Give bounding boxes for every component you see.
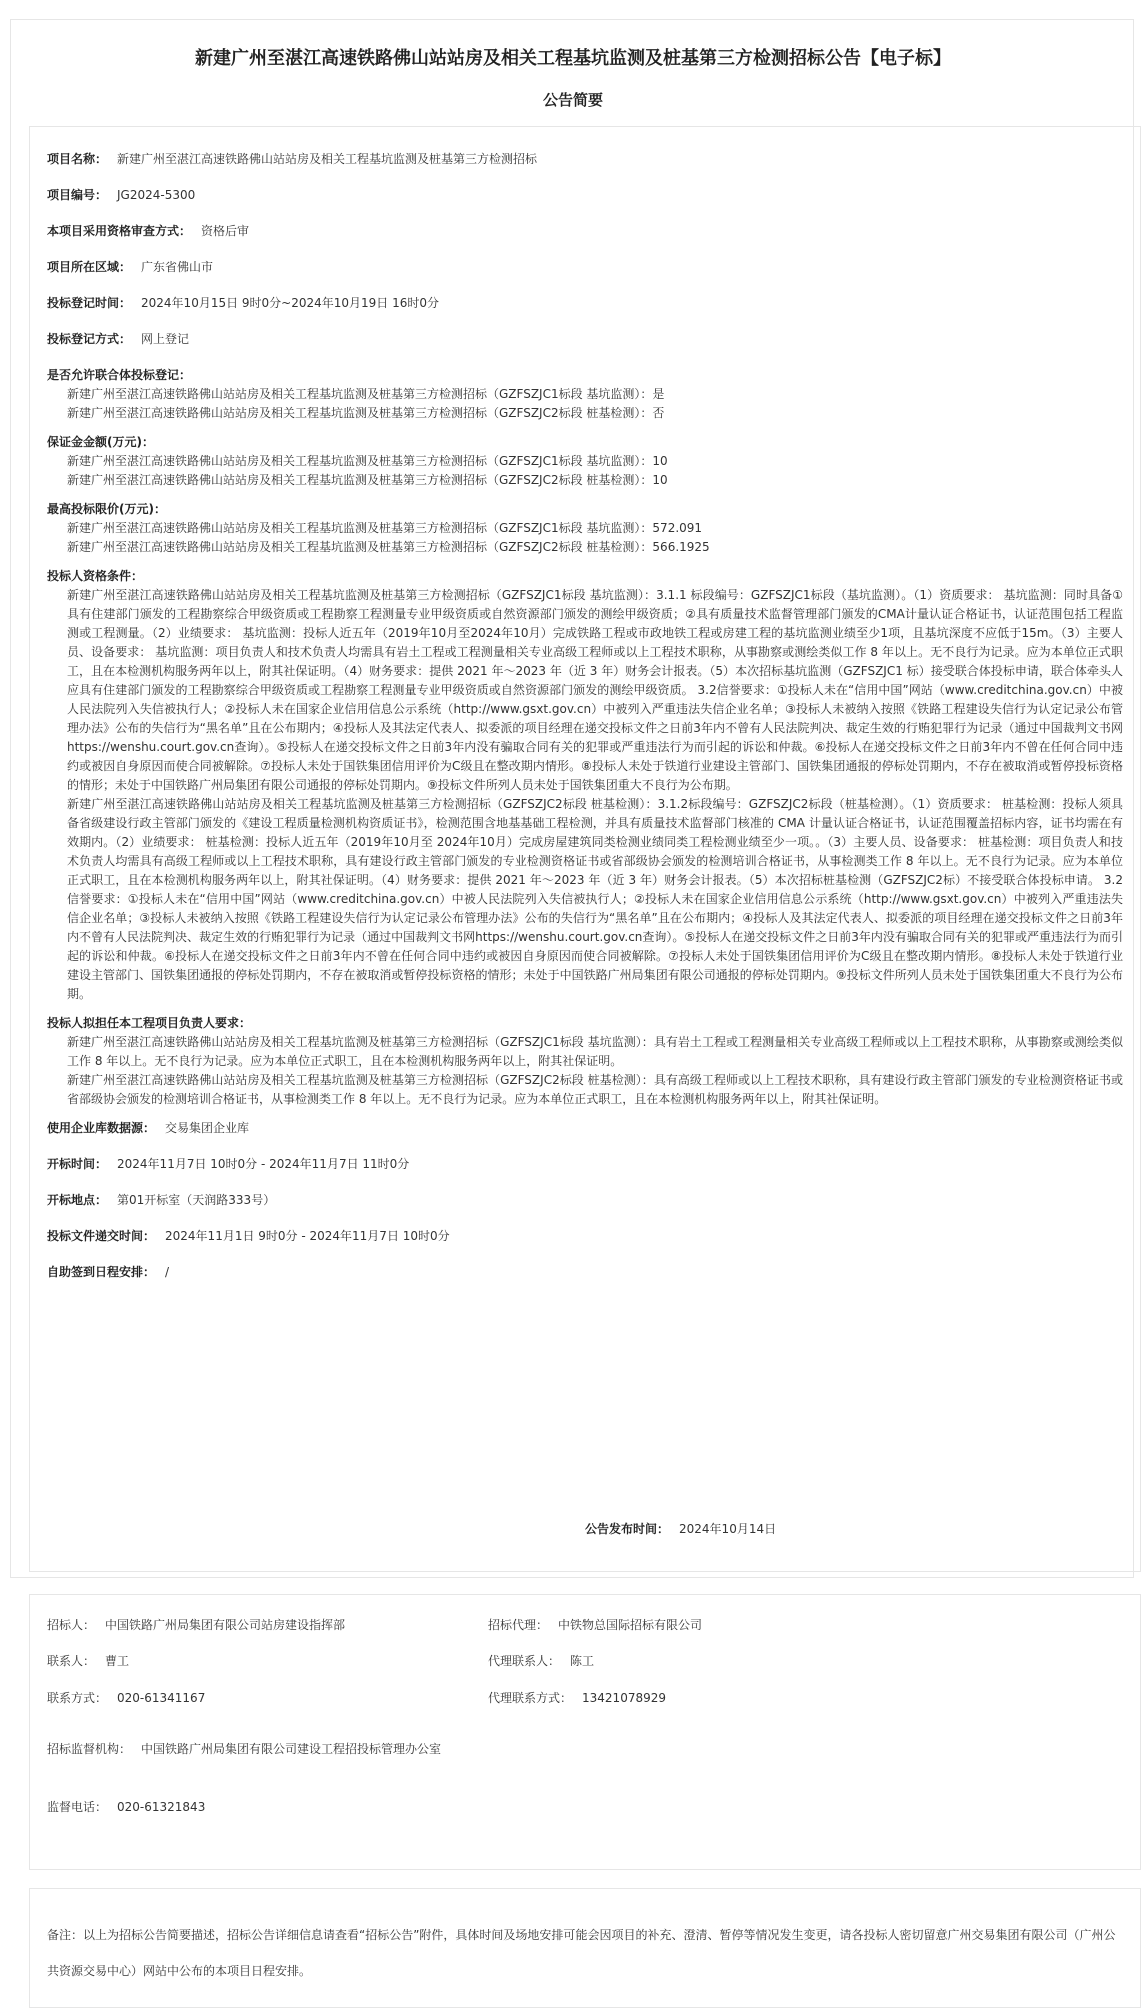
field-value: 13421078929	[582, 1691, 666, 1705]
field-label: 联系方式：	[47, 1691, 108, 1705]
field-label: 投标人拟担任本工程项目负责人要求：	[47, 1016, 252, 1030]
field-label: 投标登记方式：	[47, 332, 132, 346]
contacts-panel	[29, 1594, 1141, 1870]
contact-phone	[47, 1689, 205, 1708]
field-project-manager	[47, 1014, 1123, 1109]
field-max-price	[47, 500, 1123, 557]
field-label: 项目所在区域：	[47, 260, 132, 274]
field-project-name	[47, 150, 1123, 169]
contact-supervisor-phone	[47, 1798, 205, 1817]
list-item: 新建广州至湛江高速铁路佛山站站房及相关工程基坑监测及桩基第三方检测招标（GZFSZJC1标段 基坑监测）：572.091	[67, 521, 703, 535]
field-value: 第01开标室（天润路333号）	[117, 1193, 276, 1207]
qualification-paragraph-1: 新建广州至湛江高速铁路佛山站站房及相关工程基坑监测及桩基第三方检测招标（GZFSZJC1标段 基坑监测）：3.1.1 标段编号：GZFSZJC1标段（基坑监测）。（1）资质要求： 基坑监测：同时具备①具有住建部门颁发的工程勘察综合甲级资质或工程勘察工程测量专业甲级资质或自然资源部门颁发的测绘甲级资质；②具有质量技术监督管理部门颁发的CMA计量认证合格证书，认证范围包括工程监测或工程测量。（2）业绩要求： 基坑监测：投标人近五年（2019年10月至2024年10月）完成铁路工程或市政地铁工程或房建工程的基坑监测业绩至少1项，且基坑深度不应低于15m。（3）主要人员、设备要求： 基坑监测：项目负责人和技术负责人均需具有岩土工程或工程测量相关专业高级工程师或以上工程技术职称，从事勘察或测绘类似工作 8 年以上。无不良行为记录。应为本单位正式职工，且在本检测机构服务两年以上，附其社保证明。（4）财务要求：提供 2021 年～2023 年（近 3 年）财务会计报表。（5）本次招标基坑监测（GZFSZJC1 标）接受联合体投标申请，联合体牵头人应具有住建部门颁发的工程勘察综合甲级资质或工程勘察工程测量专业甲级资质或自然资源部门颁发的测绘甲级资质。 3.2信誉要求：①投标人未在“信用中国”网站（www.creditchina.gov.cn）中被人民法院列入失信被执行人；②投标人未在国家企业信用信息公示系统（http://www.gsxt.gov.cn）中被列入严重违法失信企业名单；③投标人未被纳入按照《铁路工程建设失信行为认定记录公布管理办法》公布的失信行为“黑名单”且在公布期内；④投标人及其法定代表人、拟委派的项目经理在递交投标文件之日前3年内不曾有人民法院判决、裁定生效的行贿犯罪行为记录（通过中国裁判文书网https://wenshu.court.gov.cn查询）。⑤投标人在递交投标文件之日前3年内没有骗取合同有关的犯罪或严重违法行为而引起的诉讼和仲裁。⑥投标人在递交投标文件之日前3年内不曾在任何合同中违约或被因自身原因而使合同被解除。⑦投标人未处于国铁集团信用评价为C级且在整改期内情形。⑧投标人未处于铁道行业建设主管部门、国铁集团通报的停标处罚期内，不存在被取消或暂停投标资格的情形；未处于中国铁路广州局集团有限公司通报的停标处罚期内。⑨投标文件所列人员未处于国铁集团重大不良行为公布期。	[67, 588, 1123, 792]
field-value: 曹工	[105, 1654, 130, 1668]
field-value: 2024年10月14日	[679, 1522, 777, 1536]
contact-agent-phone	[488, 1689, 666, 1708]
field-open-time	[47, 1155, 1123, 1174]
publish-time	[585, 1520, 776, 1539]
field-value: 广东省佛山市	[141, 260, 214, 274]
field-label: 招标代理：	[488, 1618, 549, 1632]
field-label: 招标监督机构：	[47, 1742, 132, 1756]
field-label: 项目名称：	[47, 152, 108, 166]
field-open-place	[47, 1191, 1123, 1210]
field-value: 2024年10月15日 9时0分~2024年10月19日 16时0分	[141, 296, 440, 310]
field-label: 是否允许联合体投标登记：	[47, 368, 192, 382]
field-label: 自助签到日程安排：	[47, 1265, 156, 1279]
field-label: 监督电话：	[47, 1800, 108, 1814]
field-value: 2024年11月7日 10时0分 - 2024年11月7日 11时0分	[117, 1157, 410, 1171]
list-item: 新建广州至湛江高速铁路佛山站站房及相关工程基坑监测及桩基第三方检测招标（GZFSZJC2标段 桩基检测）：566.1925	[67, 540, 710, 554]
page-subtitle: 公告简要	[542, 91, 603, 109]
field-value: 中国铁路广州局集团有限公司建设工程招投标管理办公室	[141, 1742, 442, 1756]
field-label: 使用企业库数据源：	[47, 1121, 156, 1135]
field-label: 开标地点：	[47, 1193, 108, 1207]
qualification-paragraph-2: 新建广州至湛江高速铁路佛山站站房及相关工程基坑监测及桩基第三方检测招标（GZFSZJC2标段 桩基检测）：3.1.2标段编号：GZFSZJC2标段（桩基检测）。（1）资质要求： 桩基检测：投标人须具备省级建设行政主管部门颁发的《建设工程质量检测机构资质证书》，检测范围含地基基础工程检测，并具有质量技术监督部门核准的 CMA 计量认证合格证书，认证范围覆盖招标内容，证书均需在有效期内。（2）业绩要求： 桩基检测：投标人近五年（2019年10月至 2024年10月）完成房屋建筑同类检测业绩同类工程检测业绩至少一项。。（3）主要人员、设备要求： 桩基检测：项目负责人和技术负责人均需具有高级工程师或以上工程技术职称，具有建设行政主管部门颁发的专业检测资格证书或省部级协会颁发的检测培训合格证书，从事检测类工作 8 年以上。无不良行为记录。应为本单位正式职工，且在本检测机构服务两年以上，附其社保证明。（4）财务要求：提供 2021 年～2023 年（近 3 年）财务会计报表。（5）本次招标桩基检测（GZFSZJC2标）不接受联合体投标申请。 3.2信誉要求：①投标人未在“信用中国”网站（www.creditchina.gov.cn）中被人民法院列入失信被执行人；②投标人未在国家企业信用信息公示系统（http://www.gsxt.gov.cn）中被列入严重违法失信企业名单；③投标人未被纳入按照《铁路工程建设失信行为认定记录公布管理办法》公布的失信行为“黑名单”且在公布期内；④投标人及其法定代表人、拟委派的项目经理在递交投标文件之日前3年内不曾有人民法院判决、裁定生效的行贿犯罪行为记录（通过中国裁判文书网https://wenshu.court.gov.cn查询）。⑤投标人在递交投标文件之日前3年内没有骗取合同有关的犯罪或严重违法行为而引起的诉讼和仲裁。⑥投标人在递交投标文件之日前3年内不曾在任何合同中违约或被因自身原因而使合同被解除。⑦投标人未处于国铁集团信用评价为C级且在整改期内情形。⑧投标人未处于铁道行业建设主管部门、国铁集团通报的停标处罚期内，不存在被取消或暂停投标资格的情形；未处于中国铁路广州局集团有限公司通报的停标处罚期内。⑨投标文件所列人员未处于国铁集团重大不良行为公布期。	[67, 797, 1123, 1001]
field-reg-time	[47, 294, 1123, 313]
field-value: 2024年11月1日 9时0分 - 2024年11月7日 10时0分	[165, 1229, 450, 1243]
field-label: 保证金金额(万元)：	[47, 435, 154, 449]
list-item: 新建广州至湛江高速铁路佛山站站房及相关工程基坑监测及桩基第三方检测招标（GZFSZJC1标段 基坑监测）：是	[67, 387, 665, 401]
field-deposit	[47, 433, 1123, 490]
field-label: 投标文件递交时间：	[47, 1229, 156, 1243]
field-label: 代理联系方式：	[488, 1691, 573, 1705]
field-value: 中国铁路广州局集团有限公司站房建设指挥部	[105, 1618, 346, 1632]
contact-tenderer	[47, 1616, 345, 1635]
contact-agent-person	[488, 1652, 594, 1671]
page-title: 新建广州至湛江高速铁路佛山站站房及相关工程基坑监测及桩基第三方检测招标公告【电子标】	[195, 48, 951, 69]
field-label: 本项目采用资格审查方式：	[47, 224, 192, 238]
field-value: 020-61321843	[117, 1800, 206, 1814]
list-item: 新建广州至湛江高速铁路佛山站站房及相关工程基坑监测及桩基第三方检测招标（GZFSZJC2标段 桩基检测）：否	[67, 406, 665, 420]
pm-paragraph-1: 新建广州至湛江高速铁路佛山站站房及相关工程基坑监测及桩基第三方检测招标（GZFSZJC1标段 基坑监测）：具有岩土工程或工程测量相关专业高级工程师或以上工程技术职称，从事勘察或测绘类似工作 8 年以上。无不良行为记录。应为本单位正式职工，且在本检测机构服务两年以上，附其社保证明。	[67, 1035, 1123, 1068]
field-submit-time	[47, 1227, 1123, 1246]
field-bidder-qualification	[47, 567, 1123, 1004]
field-value: 中铁物总国际招标有限公司	[558, 1618, 703, 1632]
field-label: 联系人：	[47, 1654, 96, 1668]
note-text: 备注：以上为招标公告简要描述，招标公告详细信息请查看“招标公告”附件，具体时间及场地安排可能会因项目的补充、澄清、暂停等情况发生变更，请各投标人密切留意广州交易集团有限公司（广州公共资源交易中心）网站中公布的本项目日程安排。	[47, 1928, 1116, 1978]
field-value: 020-61341167	[117, 1691, 206, 1705]
field-label: 最高投标限价(万元)：	[47, 502, 166, 516]
list-item: 新建广州至湛江高速铁路佛山站站房及相关工程基坑监测及桩基第三方检测招标（GZFSZJC2标段 桩基检测）：10	[67, 473, 668, 487]
field-db-source	[47, 1119, 1123, 1138]
field-label: 投标登记时间：	[47, 296, 132, 310]
field-value: 资格后审	[201, 224, 250, 238]
field-checkin	[47, 1263, 1123, 1282]
field-value: 交易集团企业库	[165, 1121, 250, 1135]
field-label: 投标人资格条件：	[47, 569, 144, 583]
contact-supervisor	[47, 1740, 467, 1759]
field-value: /	[165, 1265, 170, 1279]
field-value: JG2024-5300	[117, 188, 196, 202]
field-label: 代理联系人：	[488, 1654, 561, 1668]
field-consortium	[47, 366, 1123, 423]
field-value: 新建广州至湛江高速铁路佛山站站房及相关工程基坑监测及桩基第三方检测招标	[117, 152, 538, 166]
field-value: 网上登记	[141, 332, 190, 346]
field-label: 招标人：	[47, 1618, 96, 1632]
field-region	[47, 258, 1123, 277]
field-qualification	[47, 222, 1123, 241]
list-item: 新建广州至湛江高速铁路佛山站站房及相关工程基坑监测及桩基第三方检测招标（GZFSZJC1标段 基坑监测）：10	[67, 454, 668, 468]
field-value: 陈工	[570, 1654, 595, 1668]
pm-paragraph-2: 新建广州至湛江高速铁路佛山站站房及相关工程基坑监测及桩基第三方检测招标（GZFSZJC2标段 桩基检测）：具有高级工程师或以上工程技术职称，具有建设行政主管部门颁发的专业检测资格证书或省部级协会颁发的检测培训合格证书，从事检测类工作 8 年以上。无不良行为记录。应为本单位正式职工，且在本检测机构服务两年以上，附其社保证明。	[67, 1073, 1123, 1106]
field-label: 开标时间：	[47, 1157, 108, 1171]
field-label: 项目编号：	[47, 188, 108, 202]
contact-agent	[488, 1616, 702, 1635]
contact-person	[47, 1652, 129, 1671]
summary-content	[47, 150, 1123, 1282]
field-project-no	[47, 186, 1123, 205]
field-reg-method	[47, 330, 1123, 349]
field-label: 公告发布时间：	[585, 1522, 670, 1536]
